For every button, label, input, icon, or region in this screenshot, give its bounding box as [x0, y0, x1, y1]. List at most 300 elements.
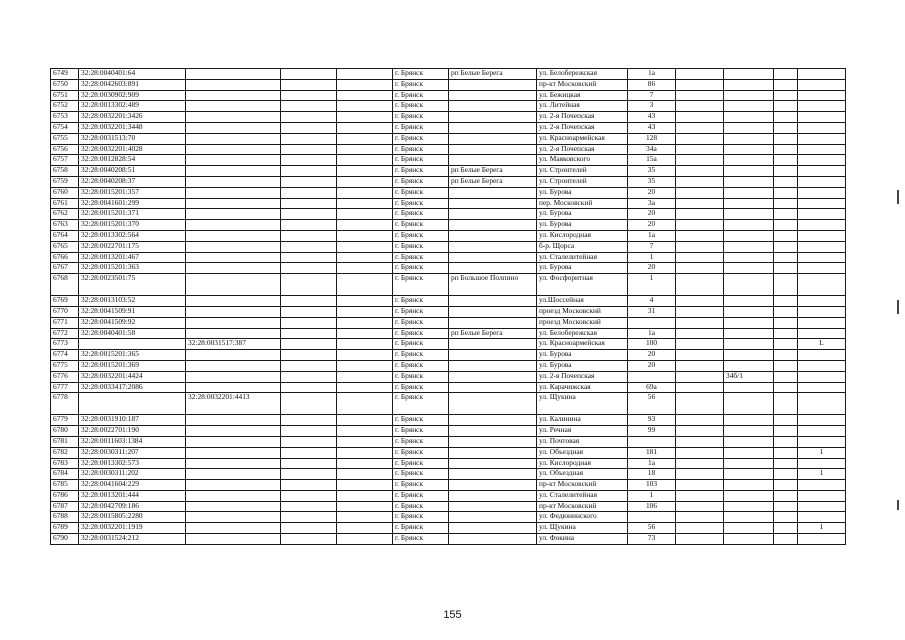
house-number-cell: 93 [628, 415, 676, 426]
flag-cell [798, 252, 846, 263]
previous-number-cell [186, 534, 281, 545]
table-row [51, 534, 846, 545]
record-number-cell: 6761 [51, 198, 79, 209]
street-cell: ул. Карачижская [537, 382, 628, 393]
record-number-cell: 6752 [51, 101, 79, 112]
empty-cell [281, 393, 337, 415]
settlement-cell [449, 458, 537, 469]
empty-cell [774, 360, 798, 371]
empty-cell [337, 155, 393, 166]
empty-cell [337, 101, 393, 112]
cadastral-number-cell: 32:28:0032201:1919 [79, 523, 186, 534]
empty-cell [774, 328, 798, 339]
cadastral-number-cell: 32:28:0013302:489 [79, 101, 186, 112]
record-number-cell: 6788 [51, 512, 79, 523]
street-cell: ул. Бурова [537, 209, 628, 220]
street-cell: ул. 2-я Почепская [537, 371, 628, 382]
previous-number-cell [186, 69, 281, 80]
house-number-cell: 1а [628, 458, 676, 469]
record-number-cell: 6760 [51, 187, 79, 198]
house-number-cell: 20 [628, 187, 676, 198]
previous-number-cell [186, 415, 281, 426]
settlement-cell [449, 187, 537, 198]
street-cell: ул. Кислородная [537, 230, 628, 241]
street-cell: проезд Московский [537, 306, 628, 317]
city-cell: г. Брянск [393, 350, 449, 361]
table-row [51, 458, 846, 469]
empty-cell [774, 274, 798, 296]
street-cell: ул. Щукина [537, 393, 628, 415]
settlement-cell [449, 350, 537, 361]
empty-cell [281, 90, 337, 101]
empty-cell [676, 436, 724, 447]
house-number-cell: 1 [628, 490, 676, 501]
table-row [51, 523, 846, 534]
street-cell: пр-кт Московский [537, 79, 628, 90]
table-row [51, 274, 846, 296]
building-number-cell [724, 79, 774, 90]
empty-cell [281, 101, 337, 112]
previous-number-cell [186, 350, 281, 361]
city-cell: г. Брянск [393, 426, 449, 437]
table-row [51, 317, 846, 328]
settlement-cell [449, 252, 537, 263]
empty-cell [337, 447, 393, 458]
cadastral-number-cell: 32:28:0015201:371 [79, 209, 186, 220]
empty-cell [337, 263, 393, 274]
record-number-cell: 6790 [51, 534, 79, 545]
building-number-cell [724, 122, 774, 133]
empty-cell [281, 436, 337, 447]
city-cell: г. Брянск [393, 198, 449, 209]
empty-cell [774, 133, 798, 144]
city-cell: г. Брянск [393, 166, 449, 177]
empty-cell [337, 426, 393, 437]
empty-cell [774, 306, 798, 317]
empty-cell [676, 393, 724, 415]
record-number-cell: 6770 [51, 306, 79, 317]
street-cell: пр-кт Московский [537, 501, 628, 512]
previous-number-cell [186, 112, 281, 123]
city-cell: г. Брянск [393, 534, 449, 545]
empty-cell [281, 166, 337, 177]
empty-cell [676, 447, 724, 458]
empty-cell [676, 176, 724, 187]
record-number-cell: 6762 [51, 209, 79, 220]
city-cell: г. Брянск [393, 79, 449, 90]
house-number-cell: 43 [628, 122, 676, 133]
empty-cell [676, 426, 724, 437]
empty-cell [774, 523, 798, 534]
building-number-cell [724, 350, 774, 361]
cadastral-number-cell: 32:28:0042709:186 [79, 501, 186, 512]
empty-cell [281, 230, 337, 241]
city-cell: г. Брянск [393, 220, 449, 231]
empty-cell [337, 69, 393, 80]
empty-cell [774, 79, 798, 90]
record-number-cell: 6785 [51, 480, 79, 491]
flag-cell [798, 490, 846, 501]
cadastral-number-cell: 32:28:0022701:175 [79, 241, 186, 252]
empty-cell [337, 512, 393, 523]
building-number-cell [724, 534, 774, 545]
empty-cell [676, 101, 724, 112]
empty-cell [281, 426, 337, 437]
empty-cell [676, 198, 724, 209]
empty-cell [774, 155, 798, 166]
empty-cell [774, 317, 798, 328]
page-number: 155 [443, 609, 462, 621]
table-row [51, 263, 846, 274]
city-cell: г. Брянск [393, 112, 449, 123]
empty-cell [337, 393, 393, 415]
settlement-cell [449, 360, 537, 371]
record-number-cell: 6772 [51, 328, 79, 339]
street-cell: ул. 2-я Почепская [537, 122, 628, 133]
settlement-cell [449, 469, 537, 480]
flag-cell [798, 155, 846, 166]
house-number-cell: 1 [628, 252, 676, 263]
previous-number-cell [186, 447, 281, 458]
empty-cell [774, 371, 798, 382]
building-number-cell [724, 296, 774, 307]
house-number-cell: 34а [628, 144, 676, 155]
empty-cell [337, 480, 393, 491]
previous-number-cell [186, 241, 281, 252]
record-number-cell: 6757 [51, 155, 79, 166]
empty-cell [281, 371, 337, 382]
table-body [51, 69, 846, 545]
settlement-cell [449, 220, 537, 231]
house-number-cell [628, 512, 676, 523]
previous-number-cell: 32:28:0032201:4413 [186, 393, 281, 415]
record-number-cell: 6779 [51, 415, 79, 426]
street-cell: ул. Белобережская [537, 69, 628, 80]
record-number-cell: 6759 [51, 176, 79, 187]
city-cell: г. Брянск [393, 447, 449, 458]
street-cell: ул. Красноармейская [537, 133, 628, 144]
city-cell: г. Брянск [393, 252, 449, 263]
empty-cell [676, 382, 724, 393]
record-number-cell: 6767 [51, 263, 79, 274]
empty-cell [774, 263, 798, 274]
empty-cell [281, 501, 337, 512]
house-number-cell: 1а [628, 69, 676, 80]
building-number-cell [724, 252, 774, 263]
flag-cell [798, 415, 846, 426]
empty-cell [281, 317, 337, 328]
flag-cell [798, 382, 846, 393]
empty-cell [774, 198, 798, 209]
building-number-cell: 34б/1 [724, 371, 774, 382]
cadastral-number-cell: 32:28:0015805:2280 [79, 512, 186, 523]
street-cell: ул.Шоссейная [537, 296, 628, 307]
building-number-cell [724, 187, 774, 198]
empty-cell [774, 480, 798, 491]
record-number-cell: 6758 [51, 166, 79, 177]
cadastral-number-cell: 32:28:0015201:369 [79, 360, 186, 371]
flag-cell [798, 371, 846, 382]
cadastral-number-cell: 32:28:0031524:212 [79, 534, 186, 545]
scan-edge-mark [897, 500, 899, 510]
settlement-cell [449, 230, 537, 241]
cadastral-number-cell: 32:28:0013302:564 [79, 230, 186, 241]
empty-cell [676, 469, 724, 480]
flag-cell [798, 296, 846, 307]
table-row [51, 339, 846, 350]
empty-cell [337, 317, 393, 328]
settlement-cell [449, 296, 537, 307]
city-cell: г. Брянск [393, 144, 449, 155]
flag-cell [798, 69, 846, 80]
record-number-cell: 6774 [51, 350, 79, 361]
record-number-cell: 6764 [51, 230, 79, 241]
street-cell: пер. Московский [537, 198, 628, 209]
empty-cell [774, 90, 798, 101]
previous-number-cell [186, 523, 281, 534]
previous-number-cell [186, 382, 281, 393]
record-number-cell: 6765 [51, 241, 79, 252]
cadastral-number-cell [79, 393, 186, 415]
building-number-cell [724, 490, 774, 501]
table-row [51, 241, 846, 252]
flag-cell [798, 263, 846, 274]
city-cell: г. Брянск [393, 339, 449, 350]
previous-number-cell [186, 252, 281, 263]
building-number-cell [724, 523, 774, 534]
record-number-cell: 6754 [51, 122, 79, 133]
street-cell: ул. Бурова [537, 220, 628, 231]
previous-number-cell [186, 426, 281, 437]
flag-cell [798, 101, 846, 112]
settlement-cell [449, 317, 537, 328]
empty-cell [337, 328, 393, 339]
table-row [51, 101, 846, 112]
empty-cell [676, 480, 724, 491]
empty-cell [774, 415, 798, 426]
empty-cell [337, 501, 393, 512]
table-row [51, 176, 846, 187]
house-number-cell: 73 [628, 534, 676, 545]
empty-cell [337, 122, 393, 133]
record-number-cell: 6766 [51, 252, 79, 263]
house-number-cell [628, 317, 676, 328]
empty-cell [337, 274, 393, 296]
previous-number-cell [186, 469, 281, 480]
street-cell: ул. Щукина [537, 523, 628, 534]
record-number-cell: 6789 [51, 523, 79, 534]
table-row [51, 79, 846, 90]
record-number-cell: 6769 [51, 296, 79, 307]
settlement-cell [449, 436, 537, 447]
cadastral-number-cell: 32:28:0033417:2086 [79, 382, 186, 393]
empty-cell [676, 112, 724, 123]
table-row [51, 198, 846, 209]
empty-cell [774, 69, 798, 80]
street-cell: пр-кт Московский [537, 480, 628, 491]
street-cell: ул. Бежицкая [537, 90, 628, 101]
empty-cell [337, 176, 393, 187]
previous-number-cell [186, 166, 281, 177]
previous-number-cell [186, 230, 281, 241]
settlement-cell [449, 306, 537, 317]
settlement-cell [449, 144, 537, 155]
flag-cell [798, 133, 846, 144]
previous-number-cell [186, 328, 281, 339]
previous-number-cell [186, 220, 281, 231]
empty-cell [281, 296, 337, 307]
building-number-cell [724, 328, 774, 339]
cadastral-number-cell: 32:28:0013103:52 [79, 296, 186, 307]
flag-cell [798, 166, 846, 177]
cadastral-number-cell: 32:28:0015201:357 [79, 187, 186, 198]
house-number-cell: 103 [628, 480, 676, 491]
house-number-cell: 20 [628, 209, 676, 220]
empty-cell [281, 415, 337, 426]
record-number-cell: 6782 [51, 447, 79, 458]
empty-cell [281, 447, 337, 458]
previous-number-cell [186, 371, 281, 382]
previous-number-cell [186, 198, 281, 209]
flag-cell [798, 458, 846, 469]
cadastral-number-cell: 32:28:0040208:37 [79, 176, 186, 187]
building-number-cell [724, 512, 774, 523]
empty-cell [337, 371, 393, 382]
street-cell: ул. Фокина [537, 534, 628, 545]
empty-cell [774, 436, 798, 447]
city-cell: г. Брянск [393, 176, 449, 187]
cadastral-number-cell: 32:28:0011603:1384 [79, 436, 186, 447]
cadastral-number-cell: 32:28:0023501:75 [79, 274, 186, 296]
empty-cell [281, 263, 337, 274]
street-cell: ул. Речная [537, 426, 628, 437]
street-cell: ул. Красноармейская [537, 339, 628, 350]
building-number-cell [724, 209, 774, 220]
empty-cell [774, 426, 798, 437]
cadastral-number-cell [79, 339, 186, 350]
table-row [51, 415, 846, 426]
empty-cell [337, 360, 393, 371]
empty-cell [281, 469, 337, 480]
empty-cell [281, 241, 337, 252]
cadastral-number-cell: 32:28:0013302:573 [79, 458, 186, 469]
empty-cell [676, 306, 724, 317]
record-number-cell: 6775 [51, 360, 79, 371]
table-row [51, 133, 846, 144]
cadastral-number-cell: 32:28:0030902:909 [79, 90, 186, 101]
building-number-cell [724, 166, 774, 177]
empty-cell [337, 458, 393, 469]
building-number-cell [724, 274, 774, 296]
street-cell: ул. Кислородная [537, 458, 628, 469]
flag-cell [798, 230, 846, 241]
cadastral-number-cell: 32:28:0040401:58 [79, 328, 186, 339]
empty-cell [281, 112, 337, 123]
street-cell: ул. Бурова [537, 350, 628, 361]
street-cell: ул. 2-я Почепская [537, 112, 628, 123]
empty-cell [281, 339, 337, 350]
city-cell: г. Брянск [393, 230, 449, 241]
settlement-cell [449, 534, 537, 545]
building-number-cell [724, 90, 774, 101]
city-cell: г. Брянск [393, 241, 449, 252]
table-row [51, 469, 846, 480]
house-number-cell: 31 [628, 306, 676, 317]
house-number-cell: 7 [628, 90, 676, 101]
previous-number-cell [186, 187, 281, 198]
building-number-cell [724, 306, 774, 317]
city-cell: г. Брянск [393, 306, 449, 317]
cadastral-number-cell: 32:28:0012828:54 [79, 155, 186, 166]
building-number-cell [724, 220, 774, 231]
record-number-cell: 6768 [51, 274, 79, 296]
empty-cell [281, 360, 337, 371]
empty-cell [774, 209, 798, 220]
settlement-cell: рп Белые Берега [449, 69, 537, 80]
previous-number-cell [186, 501, 281, 512]
empty-cell [676, 144, 724, 155]
previous-number-cell [186, 512, 281, 523]
settlement-cell [449, 122, 537, 133]
empty-cell [774, 112, 798, 123]
settlement-cell [449, 382, 537, 393]
previous-number-cell [186, 263, 281, 274]
house-number-cell: 3а [628, 198, 676, 209]
house-number-cell: 35 [628, 166, 676, 177]
empty-cell [337, 523, 393, 534]
previous-number-cell [186, 436, 281, 447]
cadastral-number-cell: 32:28:0042603:891 [79, 79, 186, 90]
empty-cell [676, 90, 724, 101]
city-cell: г. Брянск [393, 393, 449, 415]
flag-cell [798, 220, 846, 231]
city-cell: г. Брянск [393, 360, 449, 371]
street-cell: ул. Литейная [537, 101, 628, 112]
record-number-cell: 6751 [51, 90, 79, 101]
table-row [51, 328, 846, 339]
cadastral-number-cell: 32:28:0041509:91 [79, 306, 186, 317]
settlement-cell [449, 198, 537, 209]
table-row [51, 371, 846, 382]
empty-cell [774, 296, 798, 307]
flag-cell [798, 187, 846, 198]
previous-number-cell [186, 155, 281, 166]
building-number-cell [724, 415, 774, 426]
house-number-cell [628, 371, 676, 382]
flag-cell [798, 112, 846, 123]
table-row [51, 296, 846, 307]
street-cell: ул. Федюнинского [537, 512, 628, 523]
table-row [51, 512, 846, 523]
table-row [51, 209, 846, 220]
building-number-cell [724, 241, 774, 252]
flag-cell [798, 198, 846, 209]
empty-cell [337, 166, 393, 177]
flag-cell [798, 436, 846, 447]
house-number-cell: 56 [628, 523, 676, 534]
street-cell: ул. Сталелитейная [537, 490, 628, 501]
empty-cell [774, 252, 798, 263]
empty-cell [676, 133, 724, 144]
building-number-cell [724, 112, 774, 123]
previous-number-cell [186, 133, 281, 144]
flag-cell: 1 [798, 447, 846, 458]
empty-cell [281, 512, 337, 523]
flag-cell [798, 176, 846, 187]
empty-cell [774, 241, 798, 252]
record-number-cell: 6781 [51, 436, 79, 447]
settlement-cell [449, 209, 537, 220]
